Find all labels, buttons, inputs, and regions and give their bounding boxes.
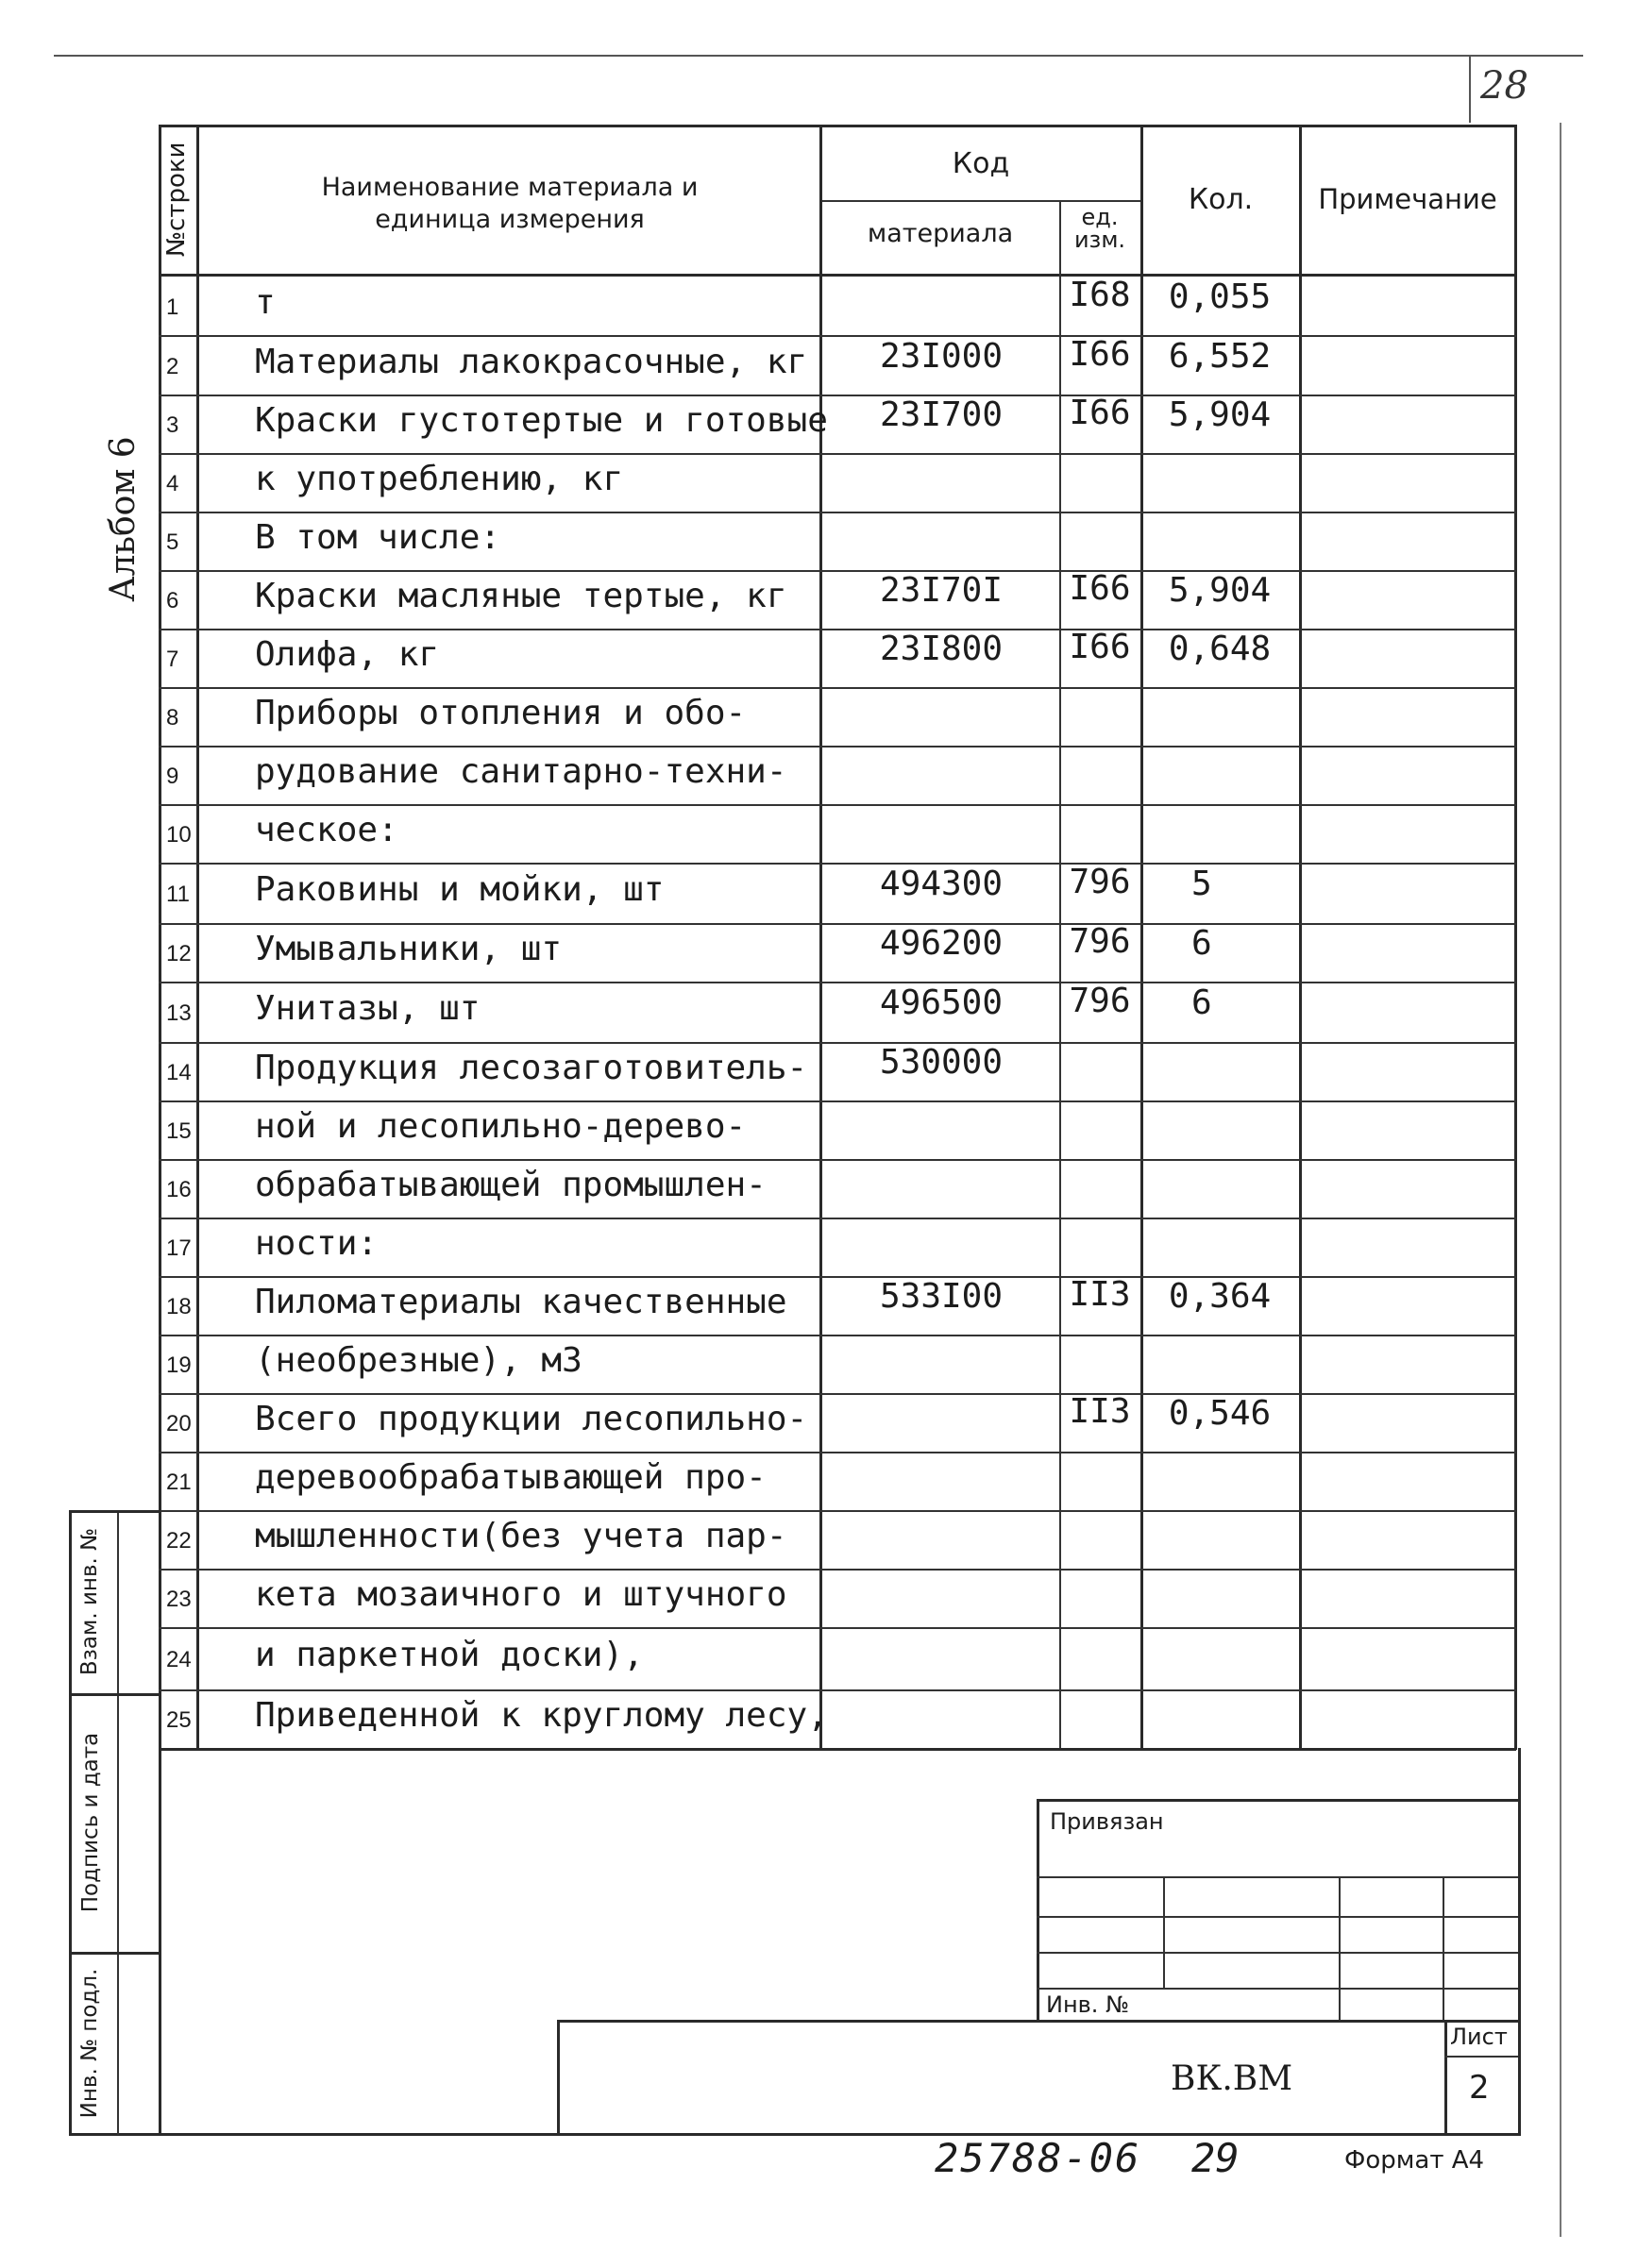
tb-left xyxy=(1037,1799,1039,2020)
header-code-split xyxy=(821,200,1140,202)
top-border xyxy=(54,55,1583,57)
stamp-top xyxy=(557,2020,1518,2023)
row-unit: II3 xyxy=(1069,1392,1131,1431)
stamp-doc-code: ВК.ВМ xyxy=(1171,2059,1293,2098)
row-code: 533I00 xyxy=(879,1277,1004,1316)
tb-col2 xyxy=(1339,1876,1341,2020)
row-name: и паркетной доски), xyxy=(255,1636,644,1674)
row-code: 496200 xyxy=(879,924,1004,963)
row-separator xyxy=(159,687,1516,689)
stamp-left xyxy=(557,2020,560,2135)
row-name: Продукция лесозаготовитель- xyxy=(255,1049,808,1087)
row-name: Краски масляные тертые, кг xyxy=(255,577,787,615)
row-unit: 796 xyxy=(1069,922,1131,961)
row-name: деревообрабатывающей про- xyxy=(255,1458,767,1497)
album-label: Альбом 6 xyxy=(104,436,143,602)
header-code: Код xyxy=(952,147,1010,180)
stamp-list-label: Лист xyxy=(1450,2024,1508,2050)
row-unit: 796 xyxy=(1069,982,1131,1020)
row-qty: 0,546 xyxy=(1168,1394,1272,1433)
stamp-list-left xyxy=(1444,2020,1447,2135)
row-separator xyxy=(159,804,1516,806)
row-code: 23I70I xyxy=(879,571,1004,610)
row-name: ной и лесопильно-дерево- xyxy=(255,1107,747,1146)
side-stamp-inv-podl: Инв. № подл. xyxy=(77,1968,102,2119)
row-number: 17 xyxy=(166,1235,192,1261)
row-number: 13 xyxy=(166,1000,192,1026)
row-code: 494300 xyxy=(879,865,1004,903)
frame-bottom xyxy=(69,2133,1521,2136)
col-code-border xyxy=(1059,200,1061,1750)
stamp-list-split xyxy=(1444,2056,1518,2058)
row-number: 9 xyxy=(166,764,179,789)
row-separator xyxy=(159,746,1516,748)
row-separator xyxy=(159,1393,1516,1395)
right-margin-line xyxy=(1560,123,1561,2237)
stamp-list-number: 2 xyxy=(1469,2069,1490,2107)
row-number: 22 xyxy=(166,1528,192,1554)
footer-doc-number: 25788-06 xyxy=(935,2135,1141,2181)
row-unit: 796 xyxy=(1069,863,1131,901)
row-unit: I66 xyxy=(1069,394,1131,432)
row-number: 8 xyxy=(166,705,179,731)
row-number: 2 xyxy=(166,354,179,379)
header-note: Примечание xyxy=(1318,183,1497,215)
tb-col1 xyxy=(1163,1876,1165,1988)
footer-page: 29 xyxy=(1191,2135,1240,2181)
row-number: 23 xyxy=(166,1587,192,1612)
frame-right-lower xyxy=(1518,1748,1521,2135)
side-stamp-podpis: Подпись и дата xyxy=(78,1732,103,1913)
row-name: Пиломатериалы качественные xyxy=(255,1283,787,1321)
header-code-material: материала xyxy=(867,219,1014,248)
tb-inv-no: Инв. № xyxy=(1046,1991,1130,2018)
tb-row3 xyxy=(1037,1952,1518,1954)
row-number: 16 xyxy=(166,1177,192,1202)
row-name: мышленности(без учета пар- xyxy=(255,1517,787,1555)
row-unit: II3 xyxy=(1069,1275,1131,1314)
row-name: к употреблению, кг xyxy=(255,460,624,498)
row-qty: 6 xyxy=(1191,983,1212,1022)
row-name: обрабатывающей промышлен- xyxy=(255,1166,767,1204)
row-number: 25 xyxy=(166,1707,192,1733)
col-unit-border xyxy=(1140,125,1143,1750)
header-row-number: №строки xyxy=(162,142,191,257)
row-number: 21 xyxy=(166,1470,192,1495)
row-qty: 0,055 xyxy=(1168,277,1272,316)
row-code: 530000 xyxy=(879,1043,1004,1082)
row-separator xyxy=(159,1335,1516,1336)
row-number: 1 xyxy=(166,294,179,320)
header-code-unit: ед. изм. xyxy=(1073,204,1126,253)
footer-format: Формат А4 xyxy=(1344,2146,1485,2175)
row-number: 19 xyxy=(166,1352,192,1378)
tb-row1 xyxy=(1037,1876,1518,1878)
tb-top xyxy=(1037,1799,1518,1802)
row-name: Приведенной к круглому лесу, xyxy=(255,1696,828,1735)
row-name: ческое: xyxy=(255,811,398,849)
row-name: (необрезные), м3 xyxy=(255,1341,582,1380)
row-name: Олифа, кг xyxy=(255,635,440,674)
row-qty: 0,648 xyxy=(1168,630,1272,668)
header-qty: Кол. xyxy=(1188,183,1254,216)
tb-col3 xyxy=(1443,1876,1444,2020)
row-number: 4 xyxy=(166,471,179,496)
row-name: кета мозаичного и штучного xyxy=(255,1575,787,1614)
row-qty: 6 xyxy=(1191,924,1212,963)
tb-row2 xyxy=(1037,1916,1518,1918)
row-separator xyxy=(159,1510,1516,1512)
header-bottom-line xyxy=(159,274,1516,277)
row-separator xyxy=(159,1452,1516,1453)
header-name: Наименование материала и единица измерения xyxy=(321,173,699,234)
row-name: В том числе: xyxy=(255,518,501,557)
table-top-line xyxy=(159,125,1516,127)
row-separator xyxy=(159,1159,1516,1161)
row-qty: 5,904 xyxy=(1168,571,1272,610)
row-separator xyxy=(159,512,1516,513)
row-name: Краски густотертые и готовые xyxy=(255,401,828,440)
row-code: 496500 xyxy=(879,983,1004,1022)
row-separator xyxy=(159,1689,1516,1691)
row-separator xyxy=(159,1218,1516,1219)
row-code: 23I800 xyxy=(879,630,1004,668)
row-unit: I66 xyxy=(1069,628,1131,666)
row-number: 15 xyxy=(166,1118,192,1144)
row-number: 20 xyxy=(166,1411,192,1436)
col-rowno-border xyxy=(196,125,199,1750)
row-number: 11 xyxy=(166,882,190,907)
row-number: 5 xyxy=(166,529,179,555)
row-number: 6 xyxy=(166,588,179,613)
tb-row4 xyxy=(1037,1988,1518,1990)
row-qty: 5 xyxy=(1191,865,1212,903)
row-unit: I66 xyxy=(1069,335,1131,374)
row-name: Унитазы, шт xyxy=(255,989,481,1028)
side-stamp-inner xyxy=(117,1510,119,2135)
tb-privyazan: Привязан xyxy=(1050,1808,1164,1835)
row-number: 12 xyxy=(166,941,192,966)
row-name: Приборы отопления и обо- xyxy=(255,694,747,732)
frame-left-lower xyxy=(159,1748,161,2135)
side-stamp-div1 xyxy=(69,1693,160,1696)
row-qty: 6,552 xyxy=(1168,337,1272,376)
top-right-tick xyxy=(1469,55,1471,123)
row-name: Материалы лакокрасочные, кг xyxy=(255,343,808,381)
table-bottom-line xyxy=(159,1748,1516,1751)
row-separator xyxy=(159,1100,1516,1102)
row-number: 3 xyxy=(166,412,179,438)
side-stamp-left xyxy=(69,1510,72,2135)
row-unit: I66 xyxy=(1069,569,1131,608)
row-name: Всего продукции лесопильно- xyxy=(255,1400,808,1438)
row-separator xyxy=(159,1627,1516,1629)
row-unit: I68 xyxy=(1069,276,1131,314)
side-stamp-vzam: Взам. инв. № xyxy=(77,1527,102,1676)
row-number: 10 xyxy=(166,822,192,848)
col-right-border xyxy=(1514,125,1517,1750)
row-name: ности: xyxy=(255,1224,379,1263)
row-qty: 5,904 xyxy=(1168,395,1272,434)
row-number: 24 xyxy=(166,1647,192,1672)
row-number: 14 xyxy=(166,1060,192,1085)
row-name: Раковины и мойки, шт xyxy=(255,870,665,909)
row-name: т xyxy=(255,283,276,322)
row-separator xyxy=(159,453,1516,455)
row-number: 7 xyxy=(166,647,179,672)
row-name: Умывальники, шт xyxy=(255,930,563,968)
row-name: рудование санитарно-техни- xyxy=(255,752,787,791)
row-qty: 0,364 xyxy=(1168,1277,1272,1316)
row-separator xyxy=(159,1569,1516,1571)
row-number: 18 xyxy=(166,1294,192,1319)
row-code: 23I700 xyxy=(879,395,1004,434)
sheet-number-handwritten: 28 xyxy=(1480,64,1528,108)
row-code: 23I000 xyxy=(879,337,1004,376)
